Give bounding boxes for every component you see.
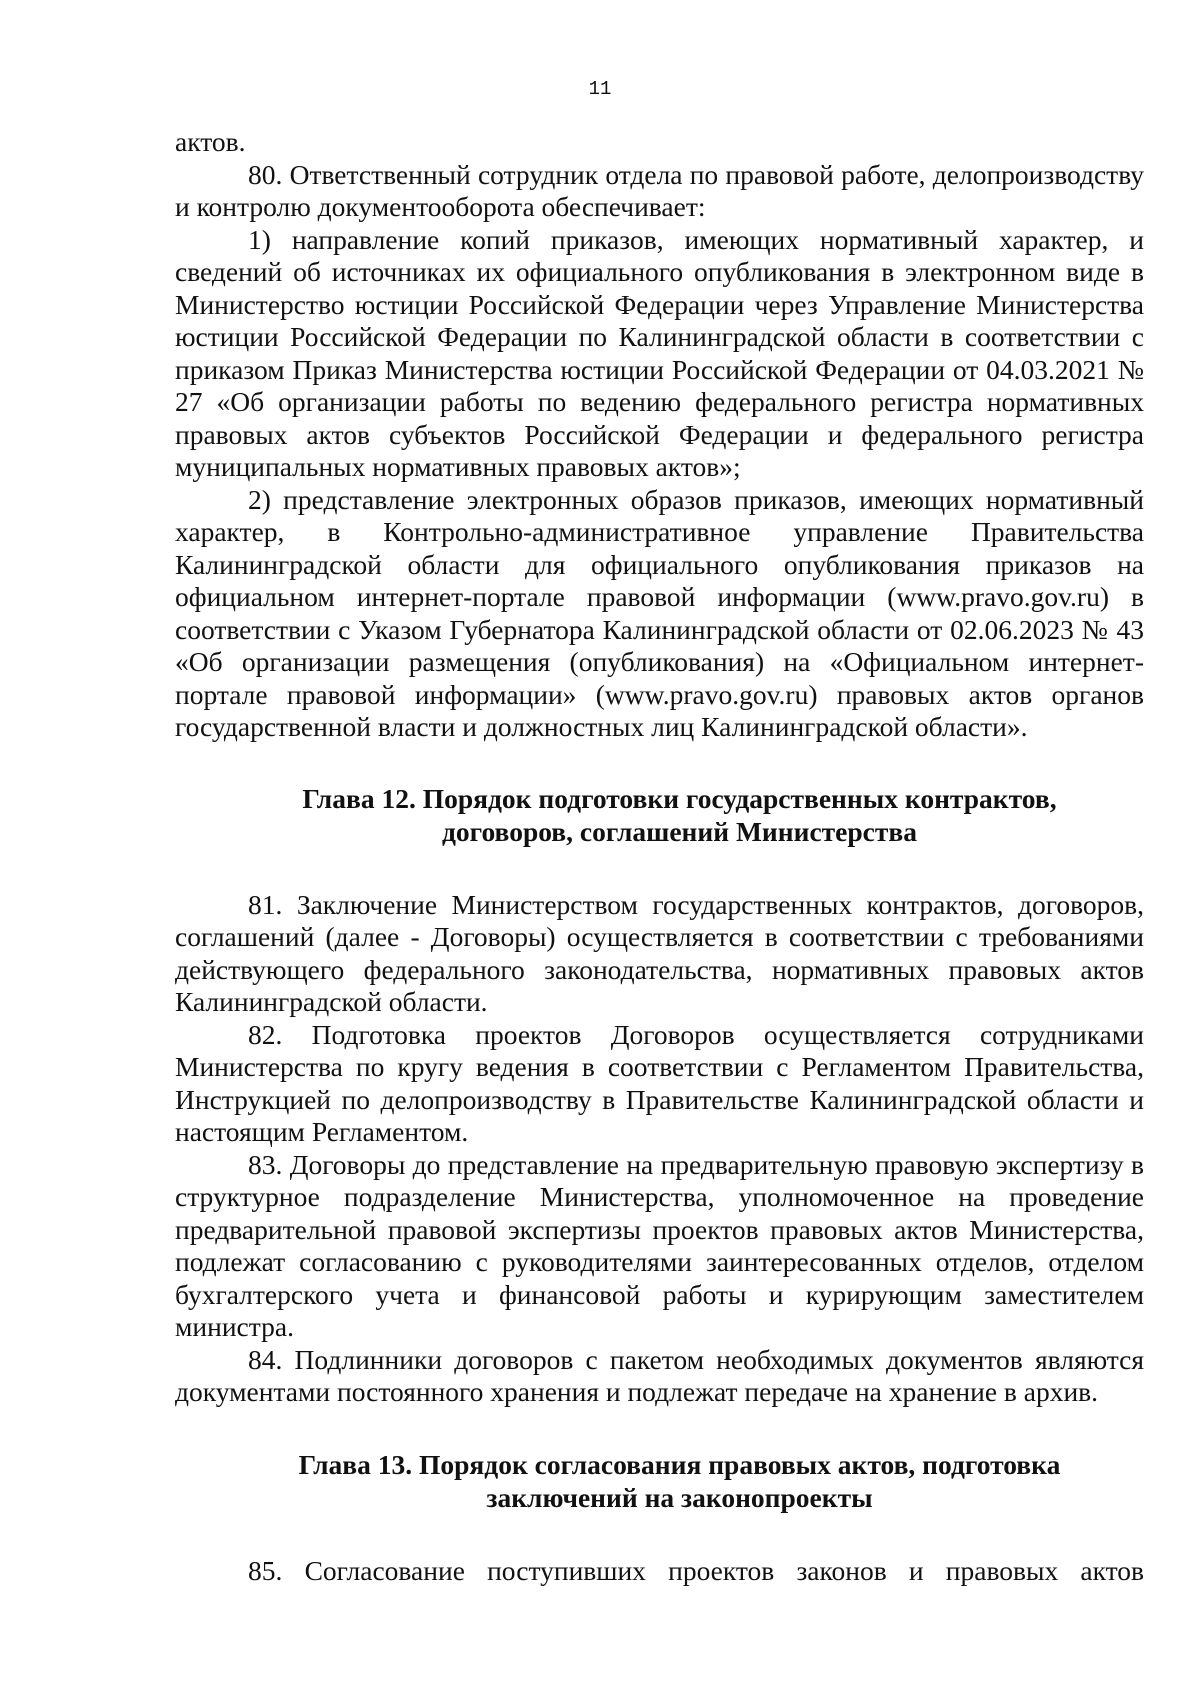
chapter-12-heading [175, 782, 1144, 848]
paragraph-continuation: актов. [175, 126, 246, 157]
chapter-12-title-line-2: договоров, соглашений Министерства [442, 815, 917, 847]
paragraph-81: 81. Заключение Министерством государственных контрактов, договоров, соглашений (далее - Договоры) осуществляется в соответствии с требованиями действующего федерального законодательства, нормативных правовых актов Калининградской области. [175, 888, 1144, 1017]
chapter-12-title-line-1: Глава 12. Порядок подготовки государственных контрактов, [302, 782, 1057, 814]
page-number: 11 [588, 78, 612, 100]
chapter-13-title-line-2: заключений на законопроекты [486, 1481, 873, 1513]
paragraph-85: 85. Согласование поступивших проектов законов и правовых актов [248, 1554, 1144, 1586]
paragraph-80: 80. Ответственный сотрудник отдела по правовой работе, делопроизводству и контролю документооборота обеспечивает: [175, 158, 1144, 222]
paragraph-82: 82. Подготовка проектов Договоров осуществляется сотрудниками Министерства по кругу ведения в соответствии с Регламентом Правительства, Инструкцией по делопроизводству в Правительстве Калининградской области и настоящим Регламентом. [175, 1018, 1144, 1147]
chapter-13-title-line-1: Глава 13. Порядок согласования правовых актов, подготовка [298, 1448, 1061, 1480]
paragraph-83: 83. Договоры до представление на предварительную правовую экспертизу в структурное подразделение Министерства, уполномоченное на проведение предварительной правовой экспертизы проектов правовых актов Министерства, подлежат согласованию с руководителями заинтересованных отделов, отделом бухгалтерского учета и финансовой работы и курирующим заместителем министра. [175, 1148, 1144, 1342]
paragraph-80-item-1: 1) направление копий приказов, имеющих нормативный характер, и сведений об источниках их официального опубликования в электронном виде в Министерство юстиции Российской Федерации через Управление Министерства юстиции Российской Федерации по Калининградской области в соответствии с приказом Приказ Министерства юстиции Российской Федерации от 04.03.2021 № 27 «Об организации работы по ведению федерального регистра нормативных правовых актов субъектов Российской Федерации и федерального регистра муниципальных нормативных правовых актов»; [175, 223, 1144, 482]
document-body [175, 126, 1144, 1587]
paragraph-80-item-2: 2) представление электронных образов приказов, имеющих нормативный характер, в Контрольно-административное управление Правительства Калининградской области для официального опубликования приказов на официальном интернет-портале правовой информации (www.pravo.gov.ru) в соответствии с Указом Губернатора Калининградской области от 02.06.2023 № 43 «Об организации размещения (опубликования) на «Официальном интернет-портале правовой информации» (www.pravo.gov.ru) правовых актов органов государственной власти и должностных лиц Калининградской области». [175, 483, 1144, 742]
chapter-13-heading [175, 1448, 1144, 1514]
paragraph-84: 84. Подлинники договоров с пакетом необходимых документов являются документами постоянного хранения и подлежат передаче на хранение в архив. [175, 1343, 1144, 1407]
